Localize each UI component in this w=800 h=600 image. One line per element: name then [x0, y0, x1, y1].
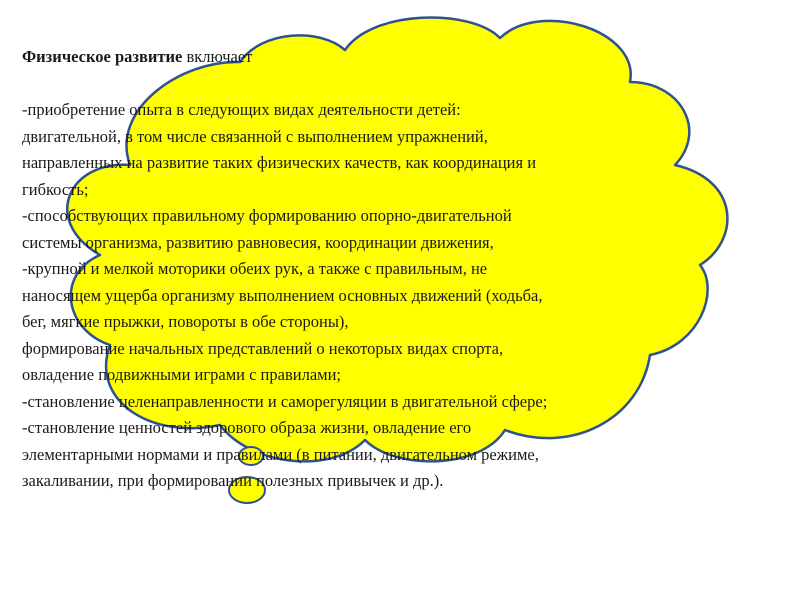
- text-line: гибкость;: [22, 179, 89, 199]
- text-line: элементарными нормами и правилами (в питании, двигательном режиме,: [22, 444, 539, 464]
- text-line: овладение подвижными играми с правилами;: [22, 365, 341, 384]
- text-line: бег, мягкие прыжки, повороты в обе стороны),: [22, 312, 349, 331]
- text-block: [22, 44, 762, 495]
- text-line: -становление ценностей здорового образа жизни, овладение его: [22, 418, 472, 437]
- heading-line: [22, 44, 762, 71]
- text-line: -крупной и мелкой моторики обеих рук, а также с правильным, не: [22, 259, 488, 278]
- text-line: направленных на развитие таких физических качеств, как координация и: [22, 153, 537, 172]
- text-line: -приобретение опыта в следующих видах деятельности детей:: [22, 100, 461, 119]
- heading-rest: включает: [182, 47, 253, 66]
- text-line: системы организма, развитию равновесия, координации движения,: [22, 232, 494, 252]
- heading-bold: Физическое развитие: [22, 47, 183, 66]
- text-line: закаливании, при формировании полезных привычек и др.).: [22, 471, 444, 490]
- text-line: наносящем ущерба организму выполнением основных движений (ходьба,: [22, 285, 543, 305]
- spacer: [22, 71, 762, 98]
- text-line: -становление целенаправленности и саморегуляции в двигательной сфере;: [22, 391, 548, 411]
- text-line: формирование начальных представлений о некоторых видах спорта,: [22, 338, 504, 358]
- text-line: -способствующих правильному формированию опорно-двигательной: [22, 206, 512, 225]
- text-line: двигательной, в том числе связанной с выполнением упражнений,: [22, 126, 488, 146]
